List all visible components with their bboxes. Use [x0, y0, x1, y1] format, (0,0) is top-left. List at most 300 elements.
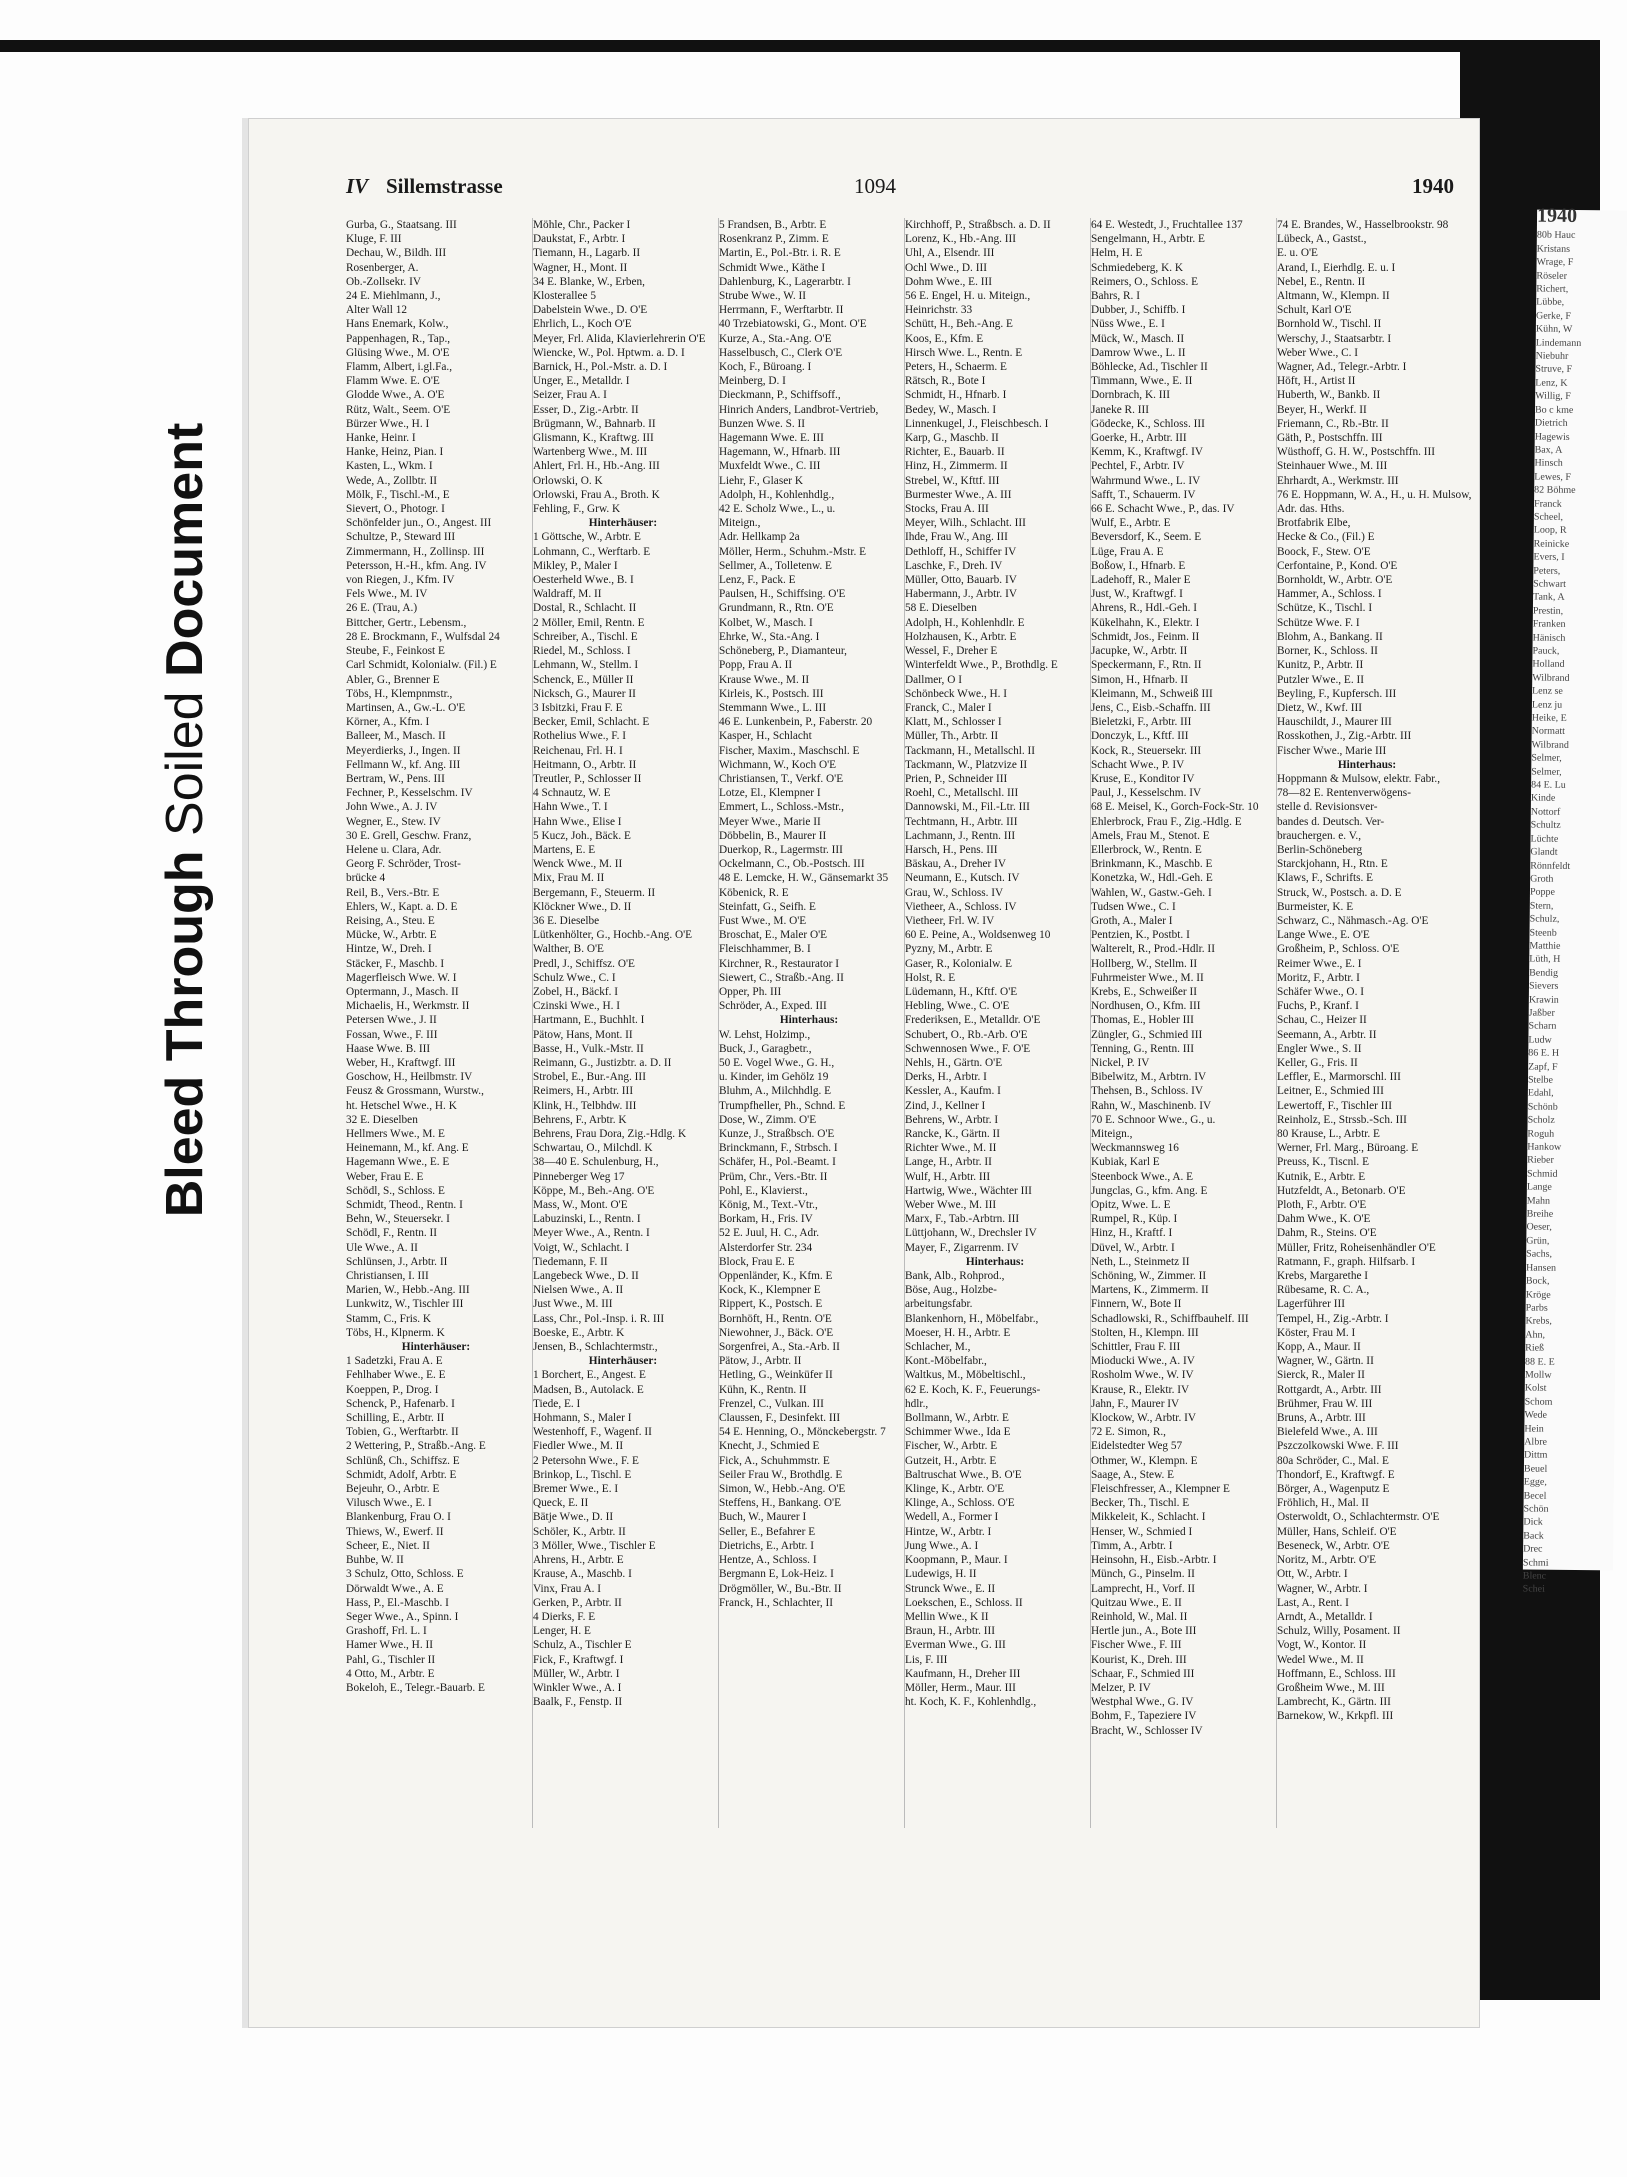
directory-entry: Hoffmann, E., Schloss. III — [1277, 1667, 1396, 1680]
directory-entry: Buck, J., Garagbetr., — [719, 1042, 812, 1055]
adjacent-entry: Beuel — [1523, 1463, 1548, 1475]
directory-entry: Bokeloh, E., Telegr.-Bauarb. E — [346, 1681, 485, 1694]
adjacent-entry: Steenb — [1529, 927, 1557, 939]
directory-entry: Janeke R. III — [1091, 403, 1150, 416]
directory-entry: Bruns, A., Arbtr. III — [1277, 1412, 1366, 1425]
directory-entry: Reimers, O., Schloss. E — [1091, 275, 1199, 288]
directory-entry: Blankenburg, Frau O. I — [346, 1511, 451, 1524]
directory-entry: Grundmann, R., Rtn. O'E — [719, 602, 834, 615]
directory-entry: Lunkwitz, W., Tischler III — [346, 1298, 464, 1311]
directory-entry: Höft, H., Artist II — [1277, 375, 1356, 388]
directory-entry: Tempel, H., Zig.-Arbtr. I — [1277, 1312, 1389, 1325]
directory-entry: Kutnik, E., Arbtr. E — [1277, 1170, 1366, 1183]
directory-entry: Tackmann, H., Metallschl. II — [905, 744, 1036, 757]
directory-entry: Hertle jun., A., Bote III — [1091, 1625, 1197, 1638]
adjacent-entry: Hagewis — [1534, 431, 1570, 443]
directory-entry: Ludewigs, H. II — [905, 1568, 977, 1581]
directory-entry: Duerkop, R., Lagermstr. III — [719, 843, 843, 856]
directory-entry: Habermann, J., Arbtr. IV — [905, 588, 1018, 601]
directory-entry: Rippert, K., Postsch. E — [719, 1298, 823, 1311]
directory-entry: Reinhold, W., Mal. II — [1091, 1610, 1188, 1623]
directory-entry: Kleimann, M., Schweiß III — [1091, 687, 1213, 700]
directory-entry: Last, A., Rent. I — [1277, 1596, 1349, 1609]
directory-entry: Nüss Wwe., E. I — [1091, 318, 1165, 331]
directory-entry: Lachmann, J., Rentn. III — [905, 829, 1016, 842]
directory-entry: Abler, G., Brenner E — [346, 673, 440, 686]
directory-entry: Böhlecke, Ad., Tischler II — [1091, 361, 1208, 374]
directory-entry: 2 Petersohn Wwe., F. E — [533, 1454, 639, 1467]
directory-entry: 3 Isbitzki, Frau F. E — [533, 701, 623, 714]
directory-entry: Kunze, J., Straßbsch. O'E — [719, 1128, 835, 1140]
directory-entry: ht. Koch, K. F., Kohlenhdlg., — [905, 1696, 1037, 1709]
directory-entry: Hanke, Heinz, Pian. I — [346, 446, 444, 459]
directory-entry: Klaws, F., Schrifts. E — [1277, 872, 1374, 885]
directory-entry: Bornhöft, H., Rentn. O'E — [719, 1312, 832, 1325]
directory-entry: Wichmann, W., Koch O'E — [719, 758, 837, 771]
directory-entry: Bank, Alb., Rohprod., — [905, 1270, 1005, 1283]
directory-entry: Behrens, W., Arbtr. I — [905, 1113, 999, 1126]
adjacent-entry: Gerke, F — [1535, 310, 1572, 322]
stamp-part-1: Bleed Through — [156, 850, 214, 1218]
directory-entry: Heitmann, O., Arbtr. II — [533, 758, 637, 771]
directory-entry: Krause Wwe., M. II — [719, 673, 810, 686]
directory-entry: Jacupke, W., Arbtr. II — [1091, 645, 1188, 658]
adjacent-entry: Lewes, F — [1534, 471, 1572, 483]
directory-entry: Dietrichs, E., Arbtr. I — [719, 1539, 815, 1552]
directory-entry: Adolph, H., Kohlenhdlg., — [719, 488, 835, 501]
directory-entry: Klinge, A., Schloss. O'E — [905, 1497, 1015, 1510]
directory-entry: Reinholz, E., Strssb.-Sch. III — [1277, 1113, 1407, 1126]
column-1 — [346, 218, 526, 1828]
adjacent-entry: Schei — [1522, 1583, 1545, 1596]
directory-entry: Paulsen, H., Schiffsing. O'E — [719, 588, 846, 601]
directory-entry: Pinneberger Weg 17 — [533, 1170, 625, 1183]
directory-entry: 1 Borchert, E., Angest. E — [533, 1369, 646, 1382]
directory-entry: Alter Wall 12 — [346, 304, 408, 317]
directory-entry: 66 E. Schacht Wwe., P., das. IV — [1091, 503, 1235, 516]
adjacent-entry: Hein — [1524, 1423, 1544, 1435]
directory-entry: Hollberg, W., Stellm. II — [1091, 957, 1198, 970]
directory-entry: Queck, E. II — [533, 1497, 589, 1510]
directory-entry: Herrmann, F., Werftarbtr. II — [719, 304, 844, 317]
directory-entry: Seiler Frau W., Brothdlg. E — [719, 1468, 843, 1481]
adjacent-page-lines — [1523, 229, 1627, 1597]
directory-entry: Möhle, Chr., Packer I — [533, 219, 631, 231]
directory-entry: Fick, A., Schuhmmstr. E — [719, 1454, 830, 1467]
directory-entry: Martens, E. E — [533, 843, 596, 856]
directory-entry: Rothelius Wwe., F. I — [533, 730, 627, 743]
directory-entry: Glüsing Wwe., M. O'E — [346, 346, 450, 359]
directory-entry: 74 E. Brandes, W., Hasselbrookstr. 98 — [1277, 219, 1449, 231]
directory-entry: Mikkeleit, K., Schlacht. I — [1091, 1511, 1206, 1524]
directory-entry: Wenck Wwe., M. II — [533, 858, 623, 871]
directory-entry: Schmidt, Theod., Rentn. I — [346, 1199, 463, 1212]
directory-entry: Fehlhaber Wwe., E. E — [346, 1369, 446, 1382]
directory-entry: Reil, B., Vers.-Btr. E — [346, 886, 440, 899]
adjacent-entry: Röseler — [1536, 270, 1568, 282]
directory-entry: Schulz Wwe., C. I — [533, 971, 616, 984]
directory-entry: Dose, W., Zimm. O'E — [719, 1113, 817, 1126]
directory-entry: Behrens, Frau Dora, Zig.-Hdlg. K — [533, 1128, 687, 1140]
directory-entry: Schwarz, C., Nähmasch.-Ag. O'E — [1277, 914, 1429, 927]
adjacent-entry: Struve, F — [1535, 364, 1573, 376]
directory-entry: Ladehoff, R., Maler E — [1091, 574, 1191, 587]
directory-entry: Werner, Frl. Marg., Büroang. E — [1277, 1142, 1419, 1155]
directory-entry: Hinterhäuser: — [588, 517, 658, 530]
directory-entry: Winterfeldt Wwe., P., Brothdlg. E — [905, 659, 1058, 672]
directory-entry: Frenzel, C., Vulkan. III — [719, 1397, 824, 1410]
directory-entry: Schulz, Willy, Posament. II — [1277, 1625, 1401, 1638]
directory-entry: 42 E. Scholz Wwe., L., u. — [719, 503, 836, 516]
directory-entry: Wahrmund Wwe., L. IV — [1091, 474, 1201, 487]
directory-entry: Dieckmann, P., Schiffsoff., — [719, 389, 841, 402]
directory-entry: Wagner, H., Mont. II — [533, 261, 628, 274]
directory-entry: Fossan, Wwe., F. III — [346, 1028, 438, 1041]
directory-entry: Nickel, P. IV — [1091, 1056, 1150, 1069]
directory-entry: 54 E. Henning, O., Mönckebergstr. 7 — [719, 1426, 886, 1439]
adjacent-entry: Evers, I — [1533, 551, 1565, 564]
directory-entry: Tiemann, H., Lagarb. II — [533, 247, 641, 260]
directory-entry: Martens, K., Zimmerm. II — [1091, 1284, 1209, 1297]
directory-entry: Nordhusen, O., Kfm. III — [1091, 1000, 1201, 1013]
directory-entry: Uhl, A., Elsendr. III — [905, 247, 995, 260]
directory-entry: Kock, R., Steuersekr. III — [1091, 744, 1202, 757]
directory-entry: Feusz & Grossmann, Wurstw., — [346, 1085, 484, 1098]
stamp-part-2: Soiled — [156, 691, 214, 836]
directory-entry: Hirsch Wwe. L., Rentn. E — [905, 346, 1023, 359]
directory-entry: Steffens, H., Bankang. O'E — [719, 1497, 841, 1510]
column-4 — [904, 218, 1085, 1828]
directory-entry: Starckjohann, H., Rtn. E — [1277, 858, 1388, 871]
directory-entry: Schönbeck Wwe., H. I — [905, 687, 1008, 700]
directory-entry: Tiedemann, F. II — [533, 1255, 608, 1268]
directory-entry: Schimmer Wwe., Ida E — [905, 1426, 1011, 1439]
directory-entry: Meyer Wwe., A., Rentn. I — [533, 1227, 650, 1240]
directory-entry: Weber, Frau E. E — [346, 1170, 424, 1183]
directory-entry: Harsch, H., Pens. III — [905, 843, 998, 856]
directory-entry: Keller, G., Fris. II — [1277, 1056, 1358, 1069]
directory-entry: Werschy, J., Staatsarbtr. I — [1277, 332, 1392, 345]
directory-entry: Lenz, F., Pack. E — [719, 574, 796, 587]
directory-entry: Blankenhorn, H., Möbelfabr., — [905, 1312, 1039, 1325]
directory-entry: Mayer, F., Zigarrenm. IV — [905, 1241, 1019, 1254]
directory-entry: Fust Wwe., M. O'E — [719, 914, 807, 927]
adjacent-entry: 84 E. Lu — [1531, 779, 1566, 791]
adjacent-entry: Rieß — [1525, 1342, 1545, 1354]
directory-entry: Weckmannsweg 16 — [1091, 1142, 1179, 1155]
directory-entry: Holzhausen, K., Arbtr. E — [905, 630, 1017, 643]
directory-entry: Hintze, W., Dreh. I — [346, 943, 432, 956]
directory-entry: 40 Trzebiatowski, G., Mont. O'E — [719, 318, 867, 331]
directory-entry: Bieletzki, F., Arbtr. III — [1091, 716, 1192, 729]
directory-entry: Wessel, F., Dreher E — [905, 645, 998, 658]
directory-entry: Schäfer, H., Pol.-Beamt. I — [719, 1156, 836, 1169]
directory-entry: Münch, G., Pinselm. II — [1091, 1568, 1195, 1581]
adjacent-entry: Dick — [1523, 1516, 1543, 1529]
adjacent-entry: Sachs, — [1526, 1248, 1553, 1261]
adjacent-entry: Ahn, — [1525, 1329, 1546, 1341]
adjacent-entry: Parbs — [1525, 1302, 1548, 1314]
directory-entry: Klatt, M., Schlosser I — [905, 716, 1002, 729]
directory-entry: Schadlowski, R., Schiffbauhelf. III — [1091, 1312, 1249, 1325]
directory-entry: Riedel, M., Schloss. I — [533, 645, 631, 658]
directory-entry: Miteign., — [719, 517, 761, 530]
adjacent-entry: Becel — [1523, 1490, 1547, 1502]
directory-entry: Ehrlich, L., Koch O'E — [533, 318, 632, 331]
directory-entry: Schreiber, A., Tischl. E — [533, 630, 638, 643]
directory-entry: Dietz, W., Kwf. III — [1277, 701, 1363, 714]
directory-entry: Bollmann, W., Arbtr. E — [905, 1412, 1009, 1425]
directory-entry: Heinsohn, H., Eisb.-Arbtr. I — [1091, 1554, 1217, 1567]
adjacent-entry: Krawin — [1528, 994, 1559, 1006]
directory-entry: Schöneberg, P., Diamanteur, — [719, 645, 847, 658]
adjacent-entry: Bo c kme — [1534, 404, 1574, 416]
column-2 — [532, 218, 713, 1828]
directory-entry: Meinberg, D. I — [719, 375, 786, 388]
adjacent-entry: Prestin, — [1532, 605, 1564, 617]
directory-entry: Bielefeld Wwe., A. III — [1277, 1426, 1378, 1439]
directory-entry: Schönfelder jun., O., Angest. III — [346, 517, 492, 530]
adjacent-entry: Schönb — [1527, 1101, 1558, 1113]
adjacent-entry: Lenz se — [1532, 685, 1563, 698]
adjacent-entry: Bax, A — [1534, 444, 1563, 456]
directory-entry: 64 E. Westedt, J., Fruchtallee 137 — [1091, 219, 1243, 231]
adjacent-page-edge — [1522, 204, 1627, 1596]
directory-entry: Mellin Wwe., K II — [905, 1610, 989, 1623]
directory-entry: Leffler, E., Marmorschl. III — [1277, 1071, 1401, 1084]
directory-entry: Richter Wwe., M. II — [905, 1142, 997, 1155]
directory-entry: Meyerdierks, J., Ingen. II — [346, 744, 461, 757]
directory-entry: Rosenberger, A. — [346, 261, 419, 274]
directory-entry: Lüdemann, H., Kftf. O'E — [905, 985, 1018, 998]
directory-entry: Behn, W., Steuersekr. I — [346, 1213, 450, 1226]
directory-entry: Nielsen Wwe., A. II — [533, 1284, 624, 1297]
directory-entry: Lewertoff, F., Tischler III — [1277, 1099, 1392, 1112]
directory-entry: Hoppmann & Mulsow, elektr. Fabr., — [1277, 772, 1441, 785]
directory-entry: Liehr, F., Glaser K — [719, 474, 803, 487]
directory-entry: Westenhoff, F., Wagenf. II — [533, 1426, 652, 1439]
directory-entry: Thondorf, E., Kraftwgf. E — [1277, 1468, 1395, 1481]
directory-entry: Sorgenfrei, A., Sta.-Arb. II — [719, 1341, 840, 1354]
directory-entry: Hamer Wwe., H. II — [346, 1639, 433, 1652]
directory-entry: 26 E. (Trau, A.) — [346, 602, 418, 615]
adjacent-entry: Selmer, — [1531, 766, 1562, 778]
directory-entry: Baltruschat Wwe., B. O'E — [905, 1468, 1022, 1481]
directory-entry: Dallmer, O I — [905, 673, 962, 686]
directory-entry: Pszczolkowski Wwe. F. III — [1277, 1440, 1399, 1453]
directory-entry: Hahn Wwe., T. I — [533, 801, 608, 814]
directory-entry: Richter, E., Bauarb. II — [905, 446, 1005, 459]
adjacent-entry: Loop, R — [1533, 524, 1567, 537]
directory-entry: Waltkus, M., Möbeltischl., — [905, 1369, 1026, 1382]
directory-entry: Hinterhäuser: — [588, 1355, 658, 1368]
directory-entry: Neth, L., Steinmetz II — [1091, 1255, 1190, 1268]
directory-entry: Schöler, K., Arbtr. II — [533, 1525, 626, 1538]
directory-columns — [346, 218, 1472, 1828]
directory-entry: Bibelwitz, M., Arbtrn. IV — [1091, 1071, 1207, 1084]
directory-entry: Donczyk, L., Kftf. III — [1091, 730, 1189, 743]
directory-entry: Moeser, H. H., Arbtr. E — [905, 1326, 1011, 1339]
directory-entry: Hagemann, W., Hfnarb. III — [719, 446, 841, 459]
directory-entry: Hinterhaus: — [779, 1014, 839, 1027]
directory-entry: 36 E. Dieselbe — [533, 914, 600, 927]
directory-entry: Jens, C., Eisb.-Schaffn. III — [1091, 701, 1211, 714]
directory-entry: Peters, H., Schaerm. E — [905, 361, 1007, 374]
directory-entry: Steenbock Wwe., A. E — [1091, 1170, 1194, 1183]
directory-entry: Noritz, M., Arbtr. O'E — [1277, 1554, 1376, 1567]
directory-page — [242, 118, 1480, 2028]
directory-entry: Wagner, Ad., Telegr.-Arbtr. I — [1277, 361, 1407, 374]
directory-entry: Arand, I., Eierhdlg. E. u. I — [1277, 261, 1396, 274]
directory-entry: Hammer, A., Schloss. I — [1277, 588, 1382, 601]
directory-entry: Wulf, H., Arbtr. III — [905, 1170, 991, 1183]
directory-entry: Schmidt, Jos., Feinm. II — [1091, 630, 1200, 643]
directory-entry: Lambrecht, K., Gärtn. III — [1277, 1696, 1391, 1709]
directory-entry: Rosskothen, J., Zig.-Arbtr. III — [1277, 730, 1412, 743]
directory-entry: Ehrhardt, A., Werkmstr. III — [1277, 474, 1399, 487]
directory-entry: Fischer Wwe., F. III — [1091, 1639, 1182, 1652]
directory-entry: Popp, Frau A. II — [719, 659, 793, 672]
directory-entry: 30 E. Grell, Geschw. Franz, — [346, 829, 472, 842]
directory-entry: Seller, E., Befahrer E — [719, 1525, 816, 1538]
adjacent-entry: Sievers — [1528, 980, 1559, 992]
directory-entry: Konetzka, W., Hdl.-Geh. E — [1091, 872, 1213, 885]
directory-entry: Schlünsen, J., Arbtr. II — [346, 1255, 448, 1268]
directory-entry: Hagemann Wwe., E. E — [346, 1156, 450, 1169]
directory-entry: Züngler, G., Schmied III — [1091, 1028, 1203, 1041]
directory-entry: Meyer, Wilh., Schlacht. III — [905, 517, 1026, 530]
directory-entry: Friemann, C., Rb.-Btr. II — [1277, 417, 1389, 430]
directory-entry: Walther, B. O'E — [533, 943, 604, 956]
column-5 — [1090, 218, 1271, 1828]
directory-entry: Vietheer, A., Schloss. IV — [905, 900, 1017, 913]
directory-entry: Georg F. Schröder, Trost- — [346, 858, 461, 871]
directory-entry: Everman Wwe., G. III — [905, 1639, 1006, 1652]
directory-entry: Hinterhaus: — [1337, 758, 1397, 771]
directory-entry: Reising, A., Steu. E — [346, 914, 435, 927]
directory-entry: Hasselbusch, C., Clerk O'E — [719, 346, 843, 359]
directory-entry: 58 E. Dieselben — [905, 602, 977, 615]
directory-entry: 1 Göttsche, W., Arbtr. E — [533, 531, 641, 544]
directory-entry: Schacht Wwe., P. IV — [1091, 758, 1185, 771]
directory-entry: Orlowski, O. K — [533, 474, 603, 487]
directory-entry: Schenck, P., Hafenarb. I — [346, 1397, 455, 1410]
directory-entry: Glodde Wwe., A. O'E — [346, 389, 445, 402]
directory-entry: Schütt, H., Beh.-Ang. E — [905, 318, 1013, 331]
directory-entry: Hinz, H., Kraftf. I — [1091, 1227, 1173, 1240]
directory-entry: Lange Wwe., E. O'E — [1277, 929, 1370, 942]
directory-entry: Bertram, W., Pens. III — [346, 772, 445, 785]
directory-entry: Holst, R. E — [905, 971, 956, 984]
directory-entry: Loekschen, E., Schloss. II — [905, 1596, 1023, 1609]
directory-entry: Klöckner Wwe., D. II — [533, 900, 632, 913]
directory-entry: Flamm Wwe. E. O'E — [346, 375, 440, 388]
directory-entry: Müller, Otto, Bauarb. IV — [905, 574, 1017, 587]
adjacent-entry: 86 E. H — [1528, 1047, 1560, 1060]
directory-entry: Beseneck, W., Arbtr. O'E — [1277, 1539, 1390, 1552]
directory-entry: König, M., Text.-Vtr., — [719, 1199, 818, 1212]
directory-entry: Lüttjohann, W., Drechsler IV — [905, 1227, 1037, 1240]
directory-entry: Kunitz, P., Arbtr. II — [1277, 659, 1364, 672]
adjacent-entry: Edahl, — [1527, 1087, 1554, 1100]
directory-entry: Schmidt, H., Hfnarb. I — [905, 389, 1007, 402]
adjacent-entry: Jaßber — [1528, 1007, 1555, 1019]
directory-entry: Dohm Wwe., E. III — [905, 275, 993, 288]
directory-entry: Fehling, F., Grw. K — [533, 503, 621, 516]
directory-entry: stelle d. Revisionsver- — [1277, 801, 1378, 814]
directory-entry: bandes d. Deutsch. Ver- — [1277, 815, 1385, 828]
directory-entry: Lis, F. III — [905, 1653, 948, 1666]
directory-entry: Lüge, Frau A. E — [1091, 545, 1164, 558]
directory-entry: Kirleis, K., Postsch. III — [719, 687, 824, 700]
directory-entry: Tudsen Wwe., C. I — [1091, 900, 1176, 913]
directory-entry: Klockow, W., Arbtr. IV — [1091, 1412, 1197, 1425]
directory-entry: Seizer, Frau A. I — [533, 389, 607, 402]
adjacent-entry: Niebuhr — [1535, 350, 1569, 362]
adjacent-entry: Rönnfeldt — [1530, 860, 1571, 872]
directory-entry: Behrens, F., Arbtr. K — [533, 1113, 627, 1126]
directory-entry: Oesterheld Wwe., B. I — [533, 574, 634, 587]
directory-entry: Böse, Aug., Holzbe- — [905, 1284, 997, 1297]
directory-entry: Ule Wwe., A. II — [346, 1241, 418, 1254]
adjacent-entry: Schön — [1523, 1503, 1549, 1515]
directory-entry: Blohm, A., Bankang. II — [1277, 630, 1383, 643]
directory-entry: Wagner, W., Gärtn. II — [1277, 1355, 1374, 1368]
adjacent-entry: Franken — [1532, 618, 1566, 631]
adjacent-entry: Lenz, K — [1535, 377, 1568, 389]
directory-entry: 62 E. Koch, K. F., Feuerungs- — [905, 1383, 1041, 1396]
directory-entry: Ihde, Frau W., Ang. III — [905, 531, 1008, 544]
adjacent-entry: Hankow — [1527, 1141, 1562, 1153]
adjacent-entry: Grün, — [1526, 1235, 1550, 1247]
adjacent-entry: Lindemann — [1535, 337, 1582, 349]
adjacent-entry: Schwart — [1533, 578, 1567, 590]
directory-entry: Derks, H., Arbtr. I — [905, 1071, 987, 1084]
directory-entry: Michaelis, H., Werkmstr. II — [346, 1000, 470, 1013]
directory-entry: Haase Wwe. B. III — [346, 1042, 431, 1055]
directory-entry: Goerke, H., Arbtr. III — [1091, 432, 1187, 445]
directory-entry: Walterelt, R., Prod.-Hdlr. II — [1091, 943, 1215, 956]
directory-entry: Kessler, A., Kaufm. I — [905, 1085, 1001, 1098]
directory-entry: Hanke, Heinr. I — [346, 432, 416, 445]
directory-entry: Sellmer, A., Tolletenw. E — [719, 559, 832, 572]
directory-entry: Prien, P., Schneider III — [905, 772, 1008, 785]
directory-entry: Winkler Wwe., A. I — [533, 1681, 622, 1694]
directory-entry: Ockelmann, C., Ob.-Postsch. III — [719, 858, 865, 871]
directory-entry: Brühmer, Frau W. III — [1277, 1397, 1373, 1410]
directory-entry: 68 E. Meisel, K., Gorch-Fock-Str. 10 — [1091, 801, 1259, 814]
directory-entry: Lütkenhölter, G., Hochb.-Ang. O'E — [533, 929, 693, 942]
directory-entry: Möller, Herm., Schuhm.-Mstr. E — [719, 545, 867, 558]
directory-entry: Dabelstein Wwe., D. O'E — [533, 304, 648, 317]
directory-entry: Kruse, E., Konditor IV — [1091, 772, 1195, 785]
directory-entry: Börger, A., Wagenputz E — [1277, 1483, 1390, 1496]
directory-entry: Mioducki Wwe., A. IV — [1091, 1355, 1195, 1368]
directory-entry: Grashoff, Frl. L. I — [346, 1625, 427, 1638]
adjacent-entry: Wilbrand — [1531, 739, 1569, 751]
directory-entry: Gäth, P., Postschffn. III — [1277, 432, 1383, 445]
directory-entry: 2 Wettering, P., Straßb.-Ang. E — [346, 1440, 486, 1453]
directory-entry: Speckermann, F., Rtn. II — [1091, 659, 1202, 672]
directory-entry: 80a Schröder, C., Mal. E — [1277, 1454, 1389, 1467]
directory-entry: Fleischfresser, A., Klempner E — [1091, 1483, 1230, 1496]
directory-entry: Knecht, J., Schmied E — [719, 1440, 820, 1453]
adjacent-entry: Lüth, H — [1529, 953, 1561, 966]
directory-entry: Putzler Wwe., E. II — [1277, 673, 1364, 686]
adjacent-entry: Normatt — [1531, 725, 1566, 738]
directory-entry: Tiede, E. I — [533, 1397, 581, 1410]
adjacent-entry: Back — [1523, 1530, 1544, 1542]
